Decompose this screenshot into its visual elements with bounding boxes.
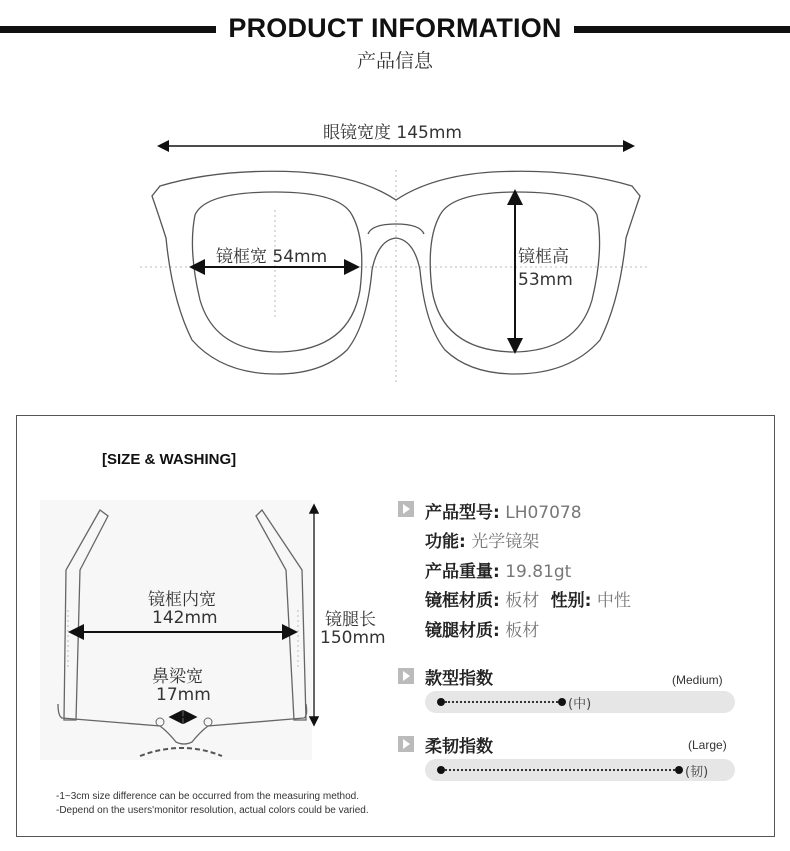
style-index-bullet-icon: [398, 668, 414, 684]
style-index-dotted-line: [445, 701, 558, 703]
style-index-level: (Medium): [672, 673, 723, 687]
left-lens: [192, 192, 361, 352]
spec-temple-material-value: 板材: [505, 621, 540, 641]
bridge-value: 17mm: [156, 685, 211, 705]
lens-height-value: 53mm: [518, 270, 573, 290]
spec-frame-material: [425, 586, 631, 611]
spec-weight-key: 产品重量:: [425, 562, 500, 582]
page-subtitle: 产品信息: [356, 50, 433, 72]
spec-gender-key: 性别:: [550, 591, 592, 611]
inner-width-value: 142mm: [152, 608, 218, 628]
spec-weight-value: 19.81gt: [505, 562, 572, 582]
bridge-label: 鼻梁宽: [152, 667, 203, 687]
style-index-start-dot: [437, 698, 445, 706]
flex-index-mark: (韧): [685, 765, 709, 780]
spec-temple-material: [425, 616, 539, 641]
section-title: [SIZE & WASHING]: [102, 451, 237, 468]
specs-bullet-icon: [398, 501, 414, 517]
spec-gender-value: 中性: [596, 591, 631, 611]
style-index-title: 款型指数: [425, 669, 493, 689]
page-title: PRODUCT INFORMATION: [228, 13, 562, 43]
flex-index-end-dot: [675, 766, 683, 774]
lens-height-label: 镜框高: [518, 247, 569, 267]
total-width-label: 眼镜宽度 145mm: [323, 123, 462, 143]
spec-frame-material-value: 板材: [505, 591, 540, 611]
note-color-variance: -Depend on the users'monitor resolution, actual colors could be varied.: [56, 805, 369, 816]
lens-width-label: 镜框宽 54mm: [216, 247, 328, 267]
flex-index-level: (Large): [688, 738, 727, 752]
spec-function-value: 光学镜架: [471, 532, 540, 552]
temple-length-value: 150mm: [320, 628, 386, 648]
spec-frame-material-key: 镜框材质:: [425, 591, 500, 611]
spec-function-key: 功能:: [425, 532, 466, 552]
flex-index-bullet-icon: [398, 736, 414, 752]
spec-model-key: 产品型号:: [425, 503, 500, 523]
note-size-difference: -1~3cm size difference can be occurred from the measuring method.: [56, 791, 360, 802]
style-index-bar: [425, 691, 735, 713]
temple-length-label: 镜腿长: [325, 610, 376, 630]
flex-index-title: 柔韧指数: [425, 737, 493, 757]
spec-function: [425, 527, 539, 552]
inner-width-label: 镜框内宽: [148, 590, 216, 610]
spec-temple-material-key: 镜腿材质:: [425, 621, 500, 641]
flex-index-dotted-line: [445, 769, 675, 771]
spec-model-value: LH07078: [505, 503, 582, 523]
spec-model: [425, 498, 582, 523]
flex-index-bar: [425, 759, 735, 781]
style-index-end-dot: [558, 698, 566, 706]
flex-index-start-dot: [437, 766, 445, 774]
style-index-mark: (中): [568, 697, 592, 712]
spec-weight: [425, 557, 571, 582]
glasses-front-diagram: [0, 0, 790, 400]
